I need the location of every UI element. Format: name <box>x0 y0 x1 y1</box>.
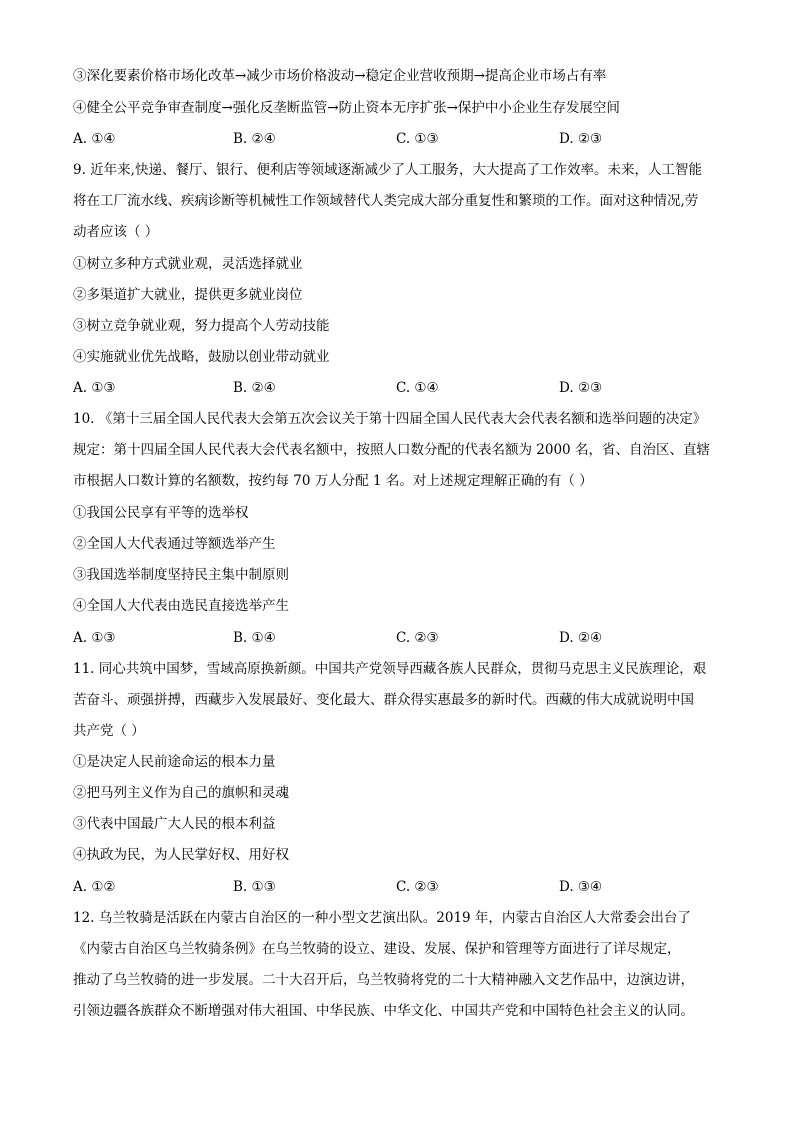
q11-item-3: ③代表中国最广大人民的根本利益 <box>73 816 276 832</box>
q9-item-2: ②多渠道扩大就业，提供更多就业岗位 <box>73 287 303 303</box>
q9-option-b: B. ②④ <box>233 380 276 396</box>
q10-option-d: D. ②④ <box>559 630 603 646</box>
q9-option-a: A. ①③ <box>73 380 116 396</box>
q11-option-d: D. ③④ <box>559 879 603 895</box>
q10-item-2: ②全国人大代表通过等额选举产生 <box>73 536 276 552</box>
q8-option-d: D. ②③ <box>559 131 603 147</box>
q8-option-a: A. ①④ <box>73 131 116 147</box>
q9-item-4: ④实施就业优先战略，鼓励以创业带动就业 <box>73 349 330 365</box>
q10-stem-line-3: 市根据人口数计算的名额数，按约每 70 万人分配 1 名。对上述规定理解正确的有（ ） <box>73 473 593 489</box>
q12-stem-line-3: 推动了乌兰牧骑的进一步发展。二十大召开后，乌兰牧骑将党的二十大精神融入文艺作品中，边演边讲， <box>73 972 694 988</box>
q11-option-c: C. ②③ <box>396 879 439 895</box>
q12-stem-line-4: 引领边疆各族群众不断增强对伟大祖国、中华民族、中华文化、中国共产党和中国特色社会主义的认同。 <box>73 1003 694 1019</box>
q10-option-b: B. ①④ <box>233 630 276 646</box>
q10-stem-line-1: 10. 《第十三届全国人民代表大会第五次会议关于第十四届全国人民代表大会代表名额和选举问题的决定》 <box>73 411 707 427</box>
q12-stem-line-2: 《内蒙古自治区乌兰牧骑条例》在乌兰牧骑的设立、建设、发展、保护和管理等方面进行了详尽规定， <box>73 941 681 957</box>
q9-item-3: ③树立竞争就业观，努力提高个人劳动技能 <box>73 318 330 334</box>
q9-stem-line-2: 将在工厂流水线、疾病诊断等机械性工作领域替代人类完成大部分重复性和繁琐的工作。面对这种情况,劳 <box>73 193 699 209</box>
q11-option-b: B. ①③ <box>233 879 276 895</box>
q9-stem-line-1: 9. 近年来,快递、餐厅、银行、便利店等领域逐渐减少了人工服务，大大提高了工作效率。未来，人工智能 <box>73 162 702 178</box>
q10-item-3: ③我国选举制度坚持民主集中制原则 <box>73 567 289 583</box>
q10-stem-line-2: 规定：第十四届全国人民代表大会代表名额中，按照人口数分配的代表名额为 2000 名，省、自治区、直辖 <box>73 442 710 458</box>
q8-item-3: ③深化要素价格市场化改革→减少市场价格波动→稳定企业营收预期→提高企业市场占有率 <box>73 68 607 84</box>
q8-option-b: B. ②④ <box>233 131 276 147</box>
q9-item-1: ①树立多种方式就业观，灵活选择就业 <box>73 256 303 272</box>
q10-item-1: ①我国公民享有平等的选举权 <box>73 505 249 521</box>
q11-stem-line-3: 共产党（ ） <box>73 723 145 739</box>
q8-option-c: C. ①③ <box>396 131 439 147</box>
q9-stem-line-3: 动者应该（ ） <box>73 224 159 240</box>
q10-option-c: C. ②③ <box>396 630 439 646</box>
q11-stem-line-1: 11. 同心共筑中国梦，雪域高原换新颜。中国共产党领导西藏各族人民群众，贯彻马克思主义民族理论，艰 <box>73 661 707 677</box>
q11-item-1: ①是决定人民前途命运的根本力量 <box>73 754 276 770</box>
q11-item-2: ②把马列主义作为自己的旗帜和灵魂 <box>73 785 289 801</box>
q9-option-d: D. ②③ <box>559 380 603 396</box>
q10-item-4: ④全国人大代表由选民直接选举产生 <box>73 598 289 614</box>
q11-option-a: A. ①② <box>73 879 116 895</box>
q8-item-4: ④健全公平竞争审查制度→强化反垄断监管→防止资本无序扩张→保护中小企业生存发展空间 <box>73 100 620 116</box>
q9-option-c: C. ①④ <box>396 380 439 396</box>
q11-stem-line-2: 苦奋斗、顽强拼搏，西藏步入发展最好、变化最大、群众得实惠最多的新时代。西藏的伟大成就说明中国 <box>73 692 694 708</box>
q11-item-4: ④执政为民，为人民掌好权、用好权 <box>73 847 289 863</box>
q12-stem-line-1: 12. 乌兰牧骑是活跃在内蒙古自治区的一种小型文艺演出队。2019 年，内蒙古自治区人大常委会出台了 <box>73 910 691 926</box>
q10-option-a: A. ①③ <box>73 630 116 646</box>
